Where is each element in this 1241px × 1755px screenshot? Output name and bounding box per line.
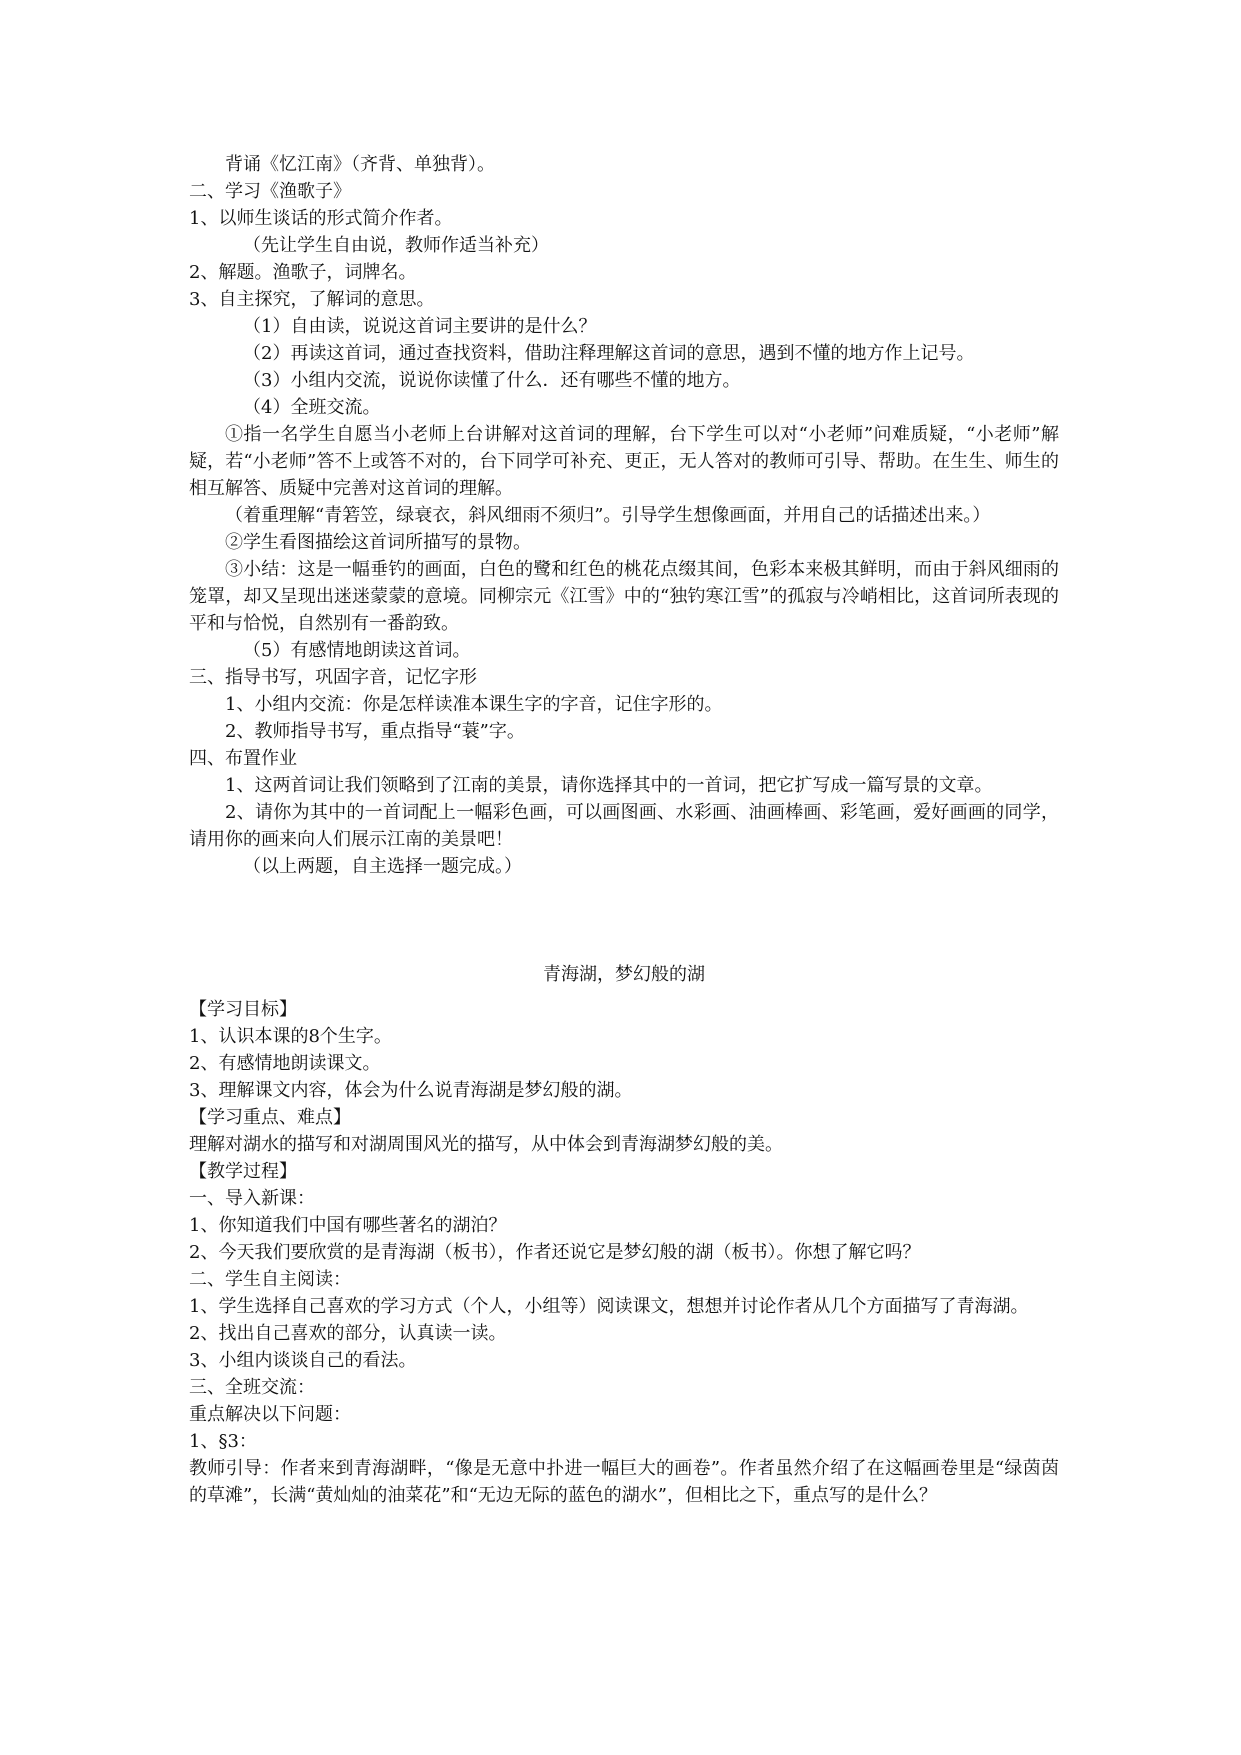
goal-2: 2、有感情地朗读课文。 — [189, 1053, 381, 1074]
intro-item-1: 1、你知道我们中国有哪些著名的湖泊？ — [189, 1215, 507, 1236]
intro-item-2: 2、今天我们要欣赏的是青海湖（板书），作者还说它是梦幻般的湖（板书）。你想了解它吗？ — [189, 1242, 921, 1263]
document-page — [189, 151, 1059, 1509]
reading-item-2: 2、找出自己喜欢的部分，认真读一读。 — [189, 1323, 507, 1344]
goal-3: 3、理解课文内容，体会为什么说青海湖是梦幻般的湖。 — [189, 1080, 633, 1101]
discussion-intro: 重点解决以下问题： — [189, 1404, 351, 1425]
key-points-text: 理解对湖水的描写和对湖周围风光的描写，从中体会到青海湖梦幻般的美。 — [189, 1134, 783, 1155]
homework-item-2: 2、请你为其中的一首词配上一幅彩色画，可以画图画、水彩画、油画棒画、彩笔画，爱好画画的同学，请用你的画来向人们展示江南的美景吧！ — [189, 802, 1059, 850]
circle-item-2: ②学生看图描绘这首词所描写的景物。 — [225, 532, 531, 553]
discussion-heading: 三、全班交流： — [189, 1377, 315, 1398]
sub-step-5: （5）有感情地朗读这首词。 — [243, 640, 471, 661]
focus-note: （着重理解“青箬笠，绿衰衣，斜风细雨不须归”。引导学生想像画面，并用自己的话描述出来。） — [225, 505, 991, 526]
goal-1: 1、认识本课的8个生字。 — [189, 1026, 392, 1047]
homework-note: （以上两题，自主选择一题完成。） — [243, 856, 522, 877]
lesson-title: 青海湖，梦幻般的湖 — [543, 964, 705, 985]
sub-step-2: （2）再读这首词，通过查找资料，借助注释理解这首词的意思，遇到不懂的地方作上记号。 — [243, 343, 975, 364]
heading-writing: 三、指导书写，巩固字音，记忆字形 — [189, 667, 477, 688]
circle-item-3: ③小结：这是一幅垂钓的画面，白色的鹭和红色的桃花点缀其间，色彩本来极其鲜明，而由于斜风细雨的笼罩，却又呈现出迷迷蒙蒙的意境。同柳宗元《江雪》中的“独钓寒江雪”的孤寂与冷峭相比，这首词所表现的平和与恰悦，自然别有一番韵致。 — [189, 559, 1059, 634]
reading-item-1: 1、学生选择自己喜欢的学习方式（个人，小组等）阅读课文，想想并讨论作者从几个方面描写了青海湖。 — [189, 1296, 1029, 1317]
reading-heading: 二、学生自主阅读： — [189, 1269, 351, 1290]
intro-heading: 一、导入新课： — [189, 1188, 315, 1209]
sub-step-1: （1）自由读，说说这首词主要讲的是什么？ — [243, 316, 597, 337]
writing-item-1: 1、小组内交流：你是怎样读准本课生字的字音，记住字形的。 — [225, 694, 723, 715]
writing-item-2: 2、教师指导书写，重点指导“蓑”字。 — [225, 721, 525, 742]
teacher-guidance: 教师引导：作者来到青海湖畔，“像是无意中扑进一幅巨大的画卷”。作者虽然介绍了在这幅画卷里是“绿茵茵的草滩”，长满“黄灿灿的油菜花”和“无边无际的蓝色的湖水”，但相比之下，重点写的是什么？ — [189, 1458, 1059, 1506]
sub-step-3: （3）小组内交流，说说你读懂了什么．还有哪些不懂的地方。 — [243, 370, 741, 391]
section-gap — [189, 880, 1059, 961]
reading-item-3: 3、小组内谈谈自己的看法。 — [189, 1350, 417, 1371]
heading-homework: 四、布置作业 — [189, 748, 297, 769]
step-2: 2、解题。渔歌子，词牌名。 — [189, 262, 417, 283]
step-1-note: （先让学生自由说，教师作适当补充） — [243, 235, 549, 256]
discussion-item-1: 1、§3： — [189, 1431, 257, 1452]
circle-item-1: ①指一名学生自愿当小老师上台讲解对这首词的理解，台下学生可以对“小老师”问难质疑，“小老师”解疑，若“小老师”答不上或答不对的，台下同学可补充、更正，无人答对的教师可引导、帮助。在生生、师生的相互解答、质疑中完善对这首词的理解。 — [189, 424, 1059, 499]
sub-step-4: （4）全班交流。 — [243, 397, 381, 418]
step-1: 1、以师生谈话的形式简介作者。 — [189, 208, 453, 229]
process-heading: 【教学过程】 — [189, 1161, 297, 1182]
homework-item-1: 1、这两首词让我们领略到了江南的美景，请你选择其中的一首词，把它扩写成一篇写景的文章。 — [225, 775, 993, 796]
step-3: 3、自主探究，了解词的意思。 — [189, 289, 435, 310]
heading-study-yugezi: 二、学习《渔歌子》 — [189, 181, 351, 202]
key-points-heading: 【学习重点、难点】 — [189, 1107, 351, 1128]
recite-line: 背诵《忆江南》（齐背、单独背）。 — [225, 154, 495, 175]
goals-heading: 【学习目标】 — [189, 999, 297, 1020]
